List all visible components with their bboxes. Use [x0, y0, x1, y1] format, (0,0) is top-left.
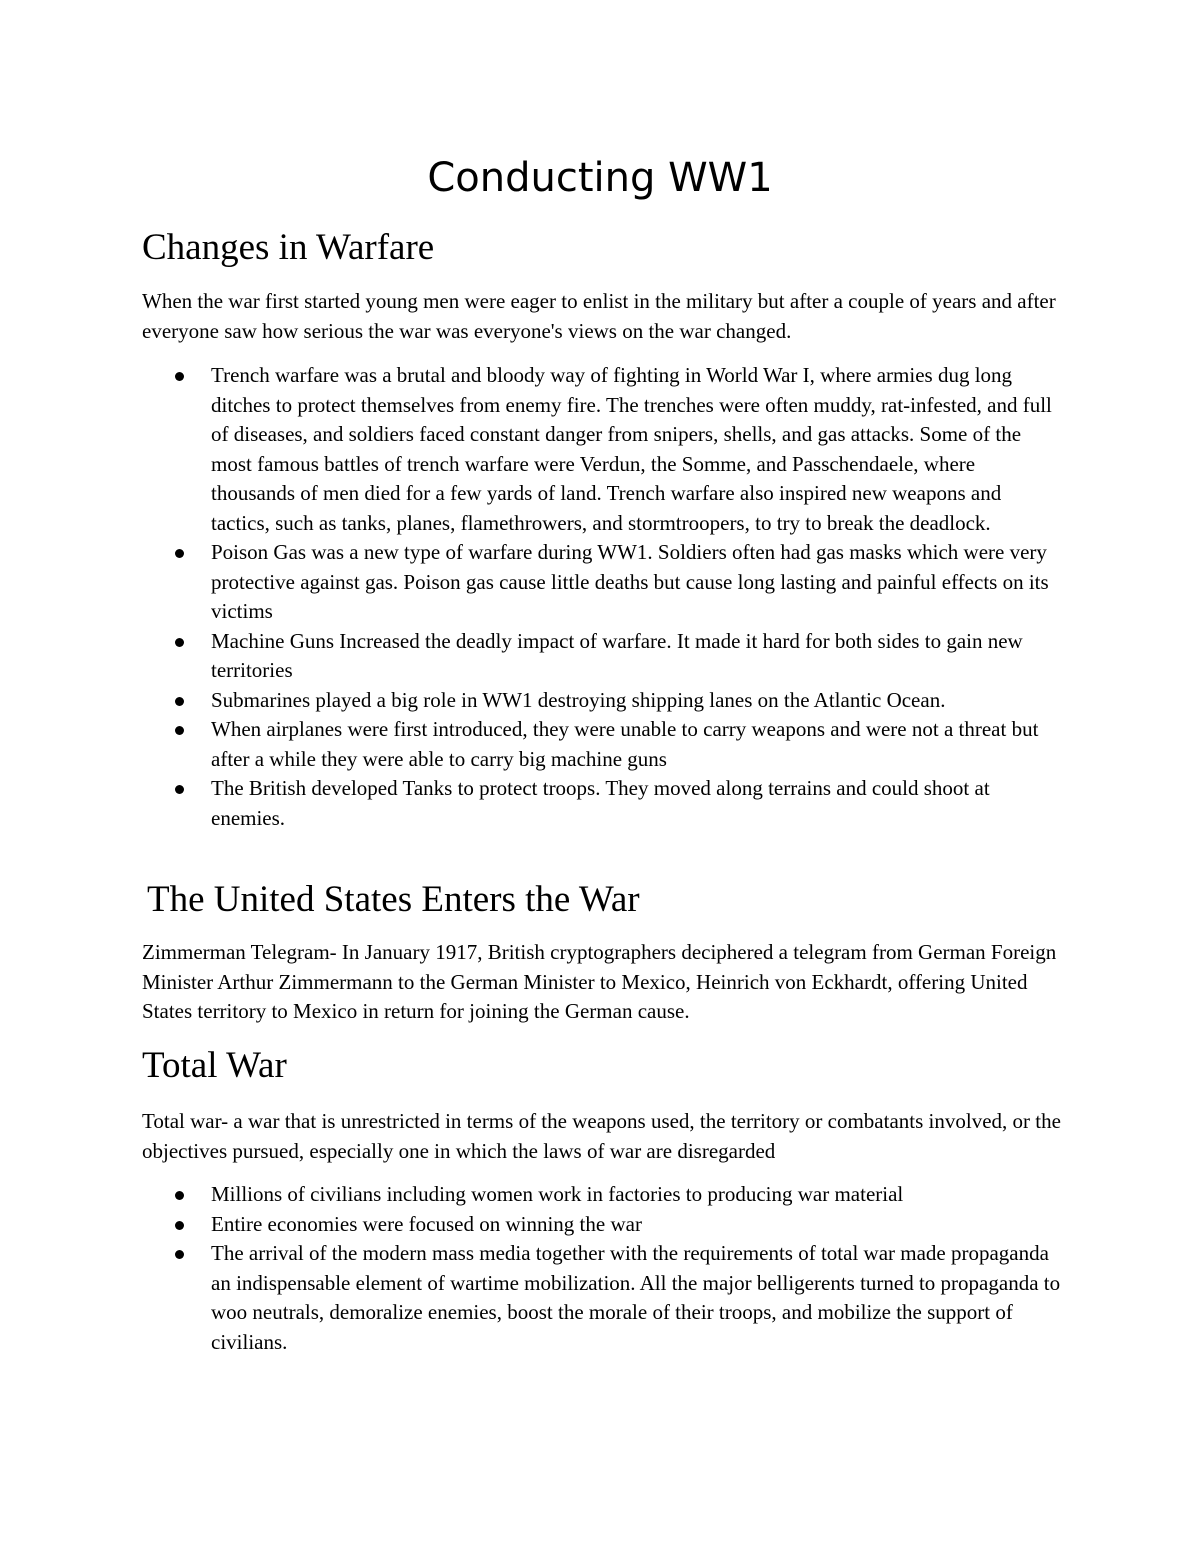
section-intro-us-enters-war: Zimmerman Telegram- In January 1917, British cryptographers deciphered a telegram from German Foreign Minister Arthur Zimmermann to the German Minister to Mexico, Heinrich von Eckhardt, offering United States territory to Mexico in return for joining the German cause. — [142, 940, 1057, 1023]
list-item — [142, 1180, 1062, 1210]
bullet-icon — [175, 697, 184, 706]
list-item — [142, 1210, 1062, 1240]
section-intro-changes-in-warfare: When the war first started young men were eager to enlist in the military but after a couple of years and after everyone saw how serious the war was everyone's views on the war changed. — [142, 289, 1056, 343]
bullet-icon — [175, 1221, 184, 1230]
list-item-text: Millions of civilians including women work in factories to producing war material — [211, 1182, 904, 1206]
bullet-icon — [175, 638, 184, 647]
list-item-text: When airplanes were first introduced, they were unable to carry weapons and were not a threat but after a while they were able to carry big machine guns — [211, 717, 1039, 771]
list-item — [142, 361, 1062, 538]
list-item-text: The British developed Tanks to protect troops. They moved along terrains and could shoot at enemies. — [211, 776, 990, 830]
list-item-text: Entire economies were focused on winning the war — [211, 1211, 642, 1236]
bullet-icon — [175, 1250, 184, 1259]
bullet-icon — [175, 549, 184, 558]
document-title: Conducting WW1 — [427, 155, 773, 201]
section-heading-changes-in-warfare: Changes in Warfare — [142, 227, 435, 268]
section-heading-total-war: Total War — [142, 1045, 287, 1086]
list-item-text: Machine Guns Increased the deadly impact of warfare. It made it hard for both sides to gain new territories — [211, 628, 1023, 682]
bullet-icon — [175, 785, 184, 794]
list-item-text: Trench warfare was a brutal and bloody way of fighting in World War I, where armies dug long ditches to protect themselves from enemy fire. The trenches were often muddy, rat-infested, and full of diseases, and soldiers faced constant danger from snipers, shells, and gas attacks. Some of the most famous battles of trench warfare were Verdun, the Somme, and Passchendaele, where thousands of men died for a few yards of land. Trench warfare also inspired new weapons and tactics, such as tanks, planes, flamethrowers, and stormtroopers, to try to break the deadlock. — [211, 363, 1052, 535]
list-item-text: Submarines played a big role in WW1 destroying shipping lanes on the Atlantic Ocean. — [211, 687, 946, 712]
list-item-text: The arrival of the modern mass media together with the requirements of total war made propaganda an indispensable element of wartime mobilization. All the major belligerents turned to propaganda to woo neutrals, demoralize enemies, boost the morale of their troops, and mobilize the support of civilians. — [211, 1241, 1061, 1354]
bullet-list-total-war — [142, 1180, 1062, 1357]
list-item — [142, 538, 1062, 627]
list-item — [142, 1239, 1062, 1357]
section-heading-us-enters-war: The United States Enters the War — [147, 879, 640, 920]
bullet-icon — [175, 372, 184, 381]
bullet-icon — [175, 726, 184, 735]
list-item — [142, 774, 1062, 833]
list-item — [142, 715, 1062, 774]
list-item — [142, 627, 1062, 686]
list-item-text: Poison Gas was a new type of warfare during WW1. Soldiers often had gas masks which were very protective against gas. Poison gas cause little deaths but cause long lasting and painful effects on its victims — [211, 540, 1049, 623]
bullet-list-changes-in-warfare — [142, 361, 1062, 833]
list-item — [142, 686, 1062, 716]
section-intro-total-war: Total war- a war that is unrestricted in terms of the weapons used, the territory or combatants involved, or the objectives pursued, especially one in which the laws of war are disregarded — [142, 1109, 1061, 1163]
bullet-icon — [175, 1191, 184, 1200]
